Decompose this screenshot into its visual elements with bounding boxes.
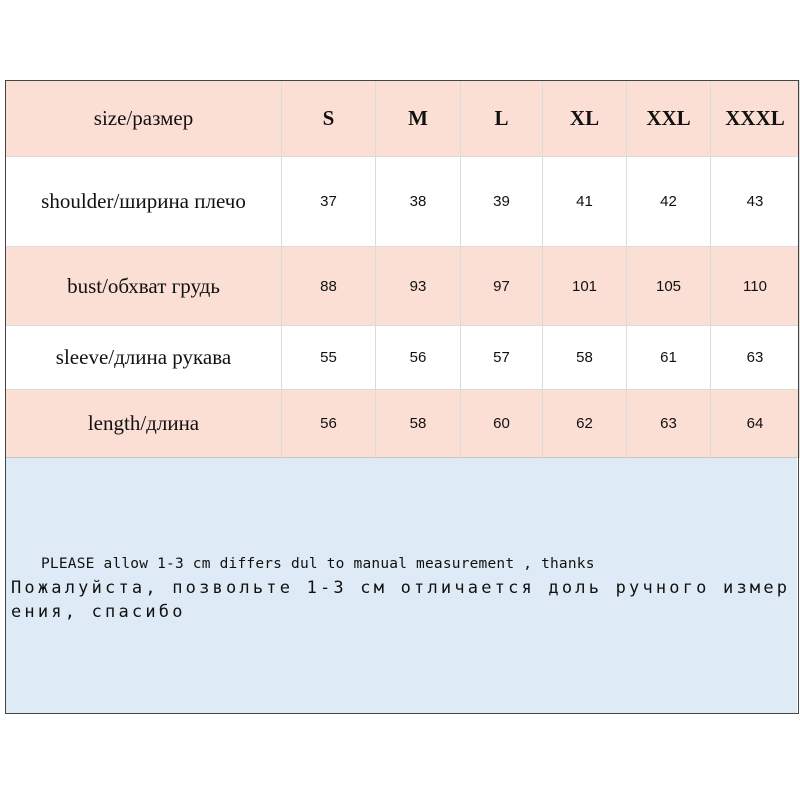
size-chart <box>0 80 800 714</box>
table-cell: 88 <box>282 247 376 326</box>
table-cell: 101 <box>543 247 627 326</box>
table-cell: 55 <box>282 326 376 390</box>
table-cell: 93 <box>376 247 461 326</box>
measurement-note-box <box>5 457 797 714</box>
table-cell: 61 <box>627 326 711 390</box>
table-cell: 58 <box>543 326 627 390</box>
header-size-s: S <box>282 81 376 157</box>
table-cell: 42 <box>627 157 711 247</box>
table-cell: 56 <box>282 390 376 458</box>
table-cell: 39 <box>461 157 543 247</box>
table-cell: 62 <box>543 390 627 458</box>
header-size-l: L <box>461 81 543 157</box>
table-row-shoulder <box>6 157 800 247</box>
header-size-xxxl: XXXL <box>711 81 800 157</box>
table-cell: 64 <box>711 390 800 458</box>
row-label: length/длина <box>6 390 282 458</box>
table-row-length <box>6 390 800 458</box>
table-cell: 60 <box>461 390 543 458</box>
table-cell: 58 <box>376 390 461 458</box>
table-cell: 97 <box>461 247 543 326</box>
table-cell: 37 <box>282 157 376 247</box>
table-row-bust <box>6 247 800 326</box>
note-russian: Пожалуйста, позвольте 1-3 см отличается доль ручного измерения, спасибо <box>11 578 791 622</box>
header-size-label: size/размер <box>6 81 282 157</box>
header-size-xl: XL <box>543 81 627 157</box>
row-label: sleeve/длина рукава <box>6 326 282 390</box>
row-label: bust/обхват грудь <box>6 247 282 326</box>
table-cell: 56 <box>376 326 461 390</box>
table-row-sleeve <box>6 326 800 390</box>
table-cell: 41 <box>543 157 627 247</box>
header-size-m: M <box>376 81 461 157</box>
note-english: PLEASE allow 1-3 cm differs dul to manual measurement , thanks <box>41 556 595 572</box>
table-cell: 43 <box>711 157 800 247</box>
table-cell: 105 <box>627 247 711 326</box>
table-cell: 63 <box>711 326 800 390</box>
table-cell: 63 <box>627 390 711 458</box>
table-cell: 57 <box>461 326 543 390</box>
header-size-xxl: XXL <box>627 81 711 157</box>
size-table <box>5 80 800 458</box>
table-header-row <box>6 81 800 157</box>
table-cell: 38 <box>376 157 461 247</box>
table-cell: 110 <box>711 247 800 326</box>
row-label: shoulder/ширина плечо <box>6 157 282 247</box>
